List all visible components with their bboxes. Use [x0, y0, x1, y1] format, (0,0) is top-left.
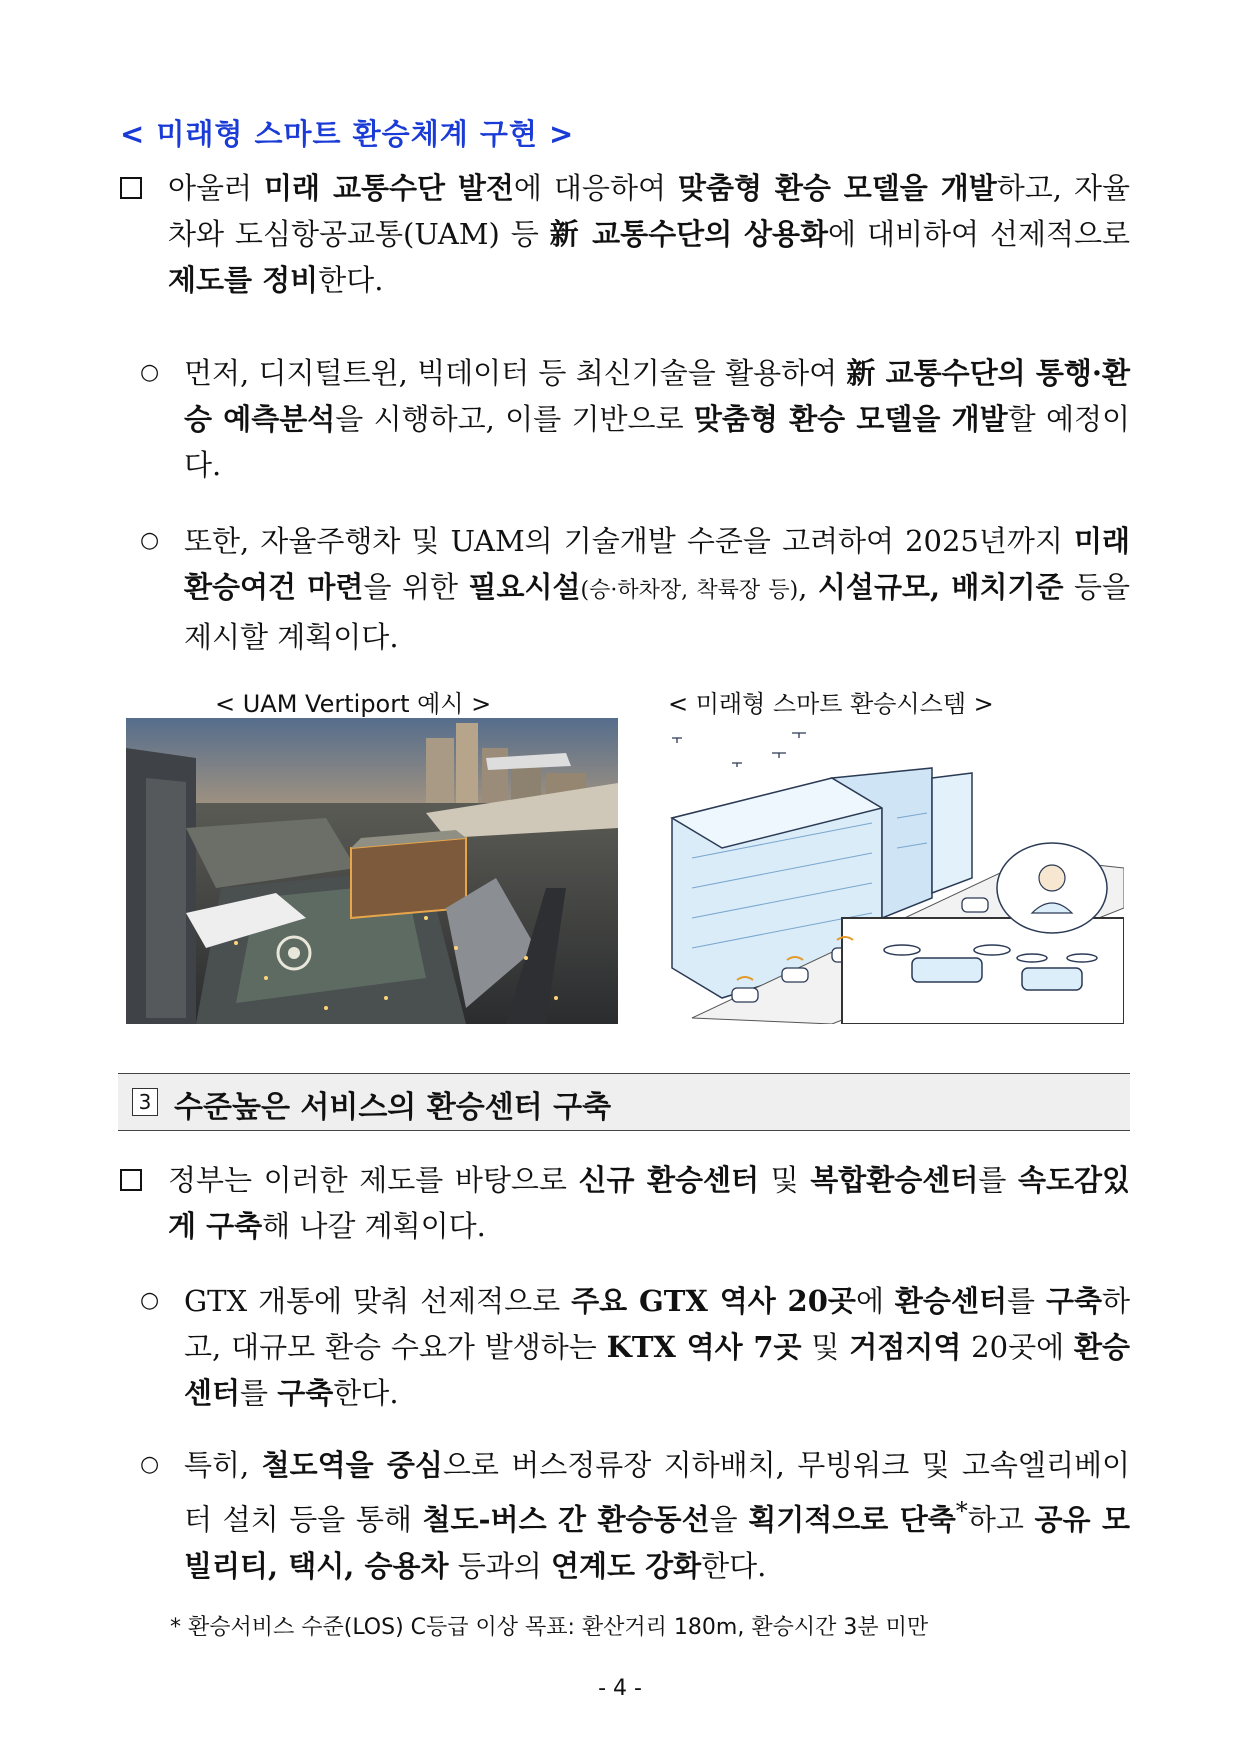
- section-heading-title: 수준높은 서비스의 환승센터 구축: [174, 1090, 612, 1125]
- bullet-autonomous-uam: ○ 또한, 자율주행차 및 UAM의 기술개발 수준을 고려하여 2025년까지 미래 환승여건 마련을 위한 필요시설(승·하차장, 착륙장 등), 시설규모, 배치기준 등을 제시할 계획이다.: [140, 518, 1130, 660]
- bullet-marker: ○: [140, 1288, 160, 1313]
- footnote: * 환승서비스 수준(LOS) C등급 이상 목표: 환산거리 180m, 환승시간 3분 미만: [170, 1615, 929, 1640]
- section-heading: [118, 1073, 1130, 1131]
- paragraph-transfer-centers: 정부는 이러한 제도를 바탕으로 신규 환승센터 및 복합환승센터를 속도감있게 구축해 나갈 계획이다.: [120, 1157, 1130, 1249]
- figure-caption-smart-transfer: < 미래형 스마트 환승시스템 >: [668, 690, 994, 718]
- figure-caption-vertiport: < UAM Vertiport 예시 >: [215, 690, 492, 718]
- bullet-rail-bus-transfer: ○ 특히, 철도역을 중심으로 버스정류장 지하배치, 무빙워크 및 고속엘리베이터 설치 등을 통해 철도-버스 간 환승동선을 획기적으로 단축*하고 공유 모빌리티, 택시, 승용차 등과의 연계도 강화한다.: [140, 1442, 1130, 1589]
- bullet-marker: ○: [140, 360, 160, 385]
- checkbox-marker: [120, 165, 142, 212]
- smart-transfer-illustration: [632, 718, 1124, 1024]
- checkbox-marker: [120, 1157, 142, 1204]
- bullet-marker: ○: [140, 528, 160, 553]
- vertiport-illustration: [126, 718, 618, 1024]
- page-number: - 4 -: [598, 1676, 642, 1701]
- section-number: 3: [132, 1088, 158, 1116]
- paragraph-future-transport: 아울러 미래 교통수단 발전에 대응하여 맞춤형 환승 모델을 개발하고, 자율차와 도심항공교통(UAM) 등 新 교통수단의 상용화에 대비하여 선제적으로 제도를 정비한다.: [120, 165, 1130, 303]
- bullet-gtx-ktx: ○ GTX 개통에 맞춰 선제적으로 주요 GTX 역사 20곳에 환승센터를 구축하고, 대규모 환승 수요가 발생하는 KTX 역사 7곳 및 거점지역 20곳에 환승센터를 구축한다.: [140, 1278, 1130, 1416]
- bullet-marker: ○: [140, 1452, 160, 1477]
- bullet-digital-twin: ○ 먼저, 디지털트윈, 빅데이터 등 최신기술을 활용하여 新 교통수단의 통행·환승 예측분석을 시행하고, 이를 기반으로 맞춤형 환승 모델을 개발할 예정이다.: [140, 350, 1130, 488]
- section-title: < 미래형 스마트 환승체계 구현 >: [120, 117, 575, 151]
